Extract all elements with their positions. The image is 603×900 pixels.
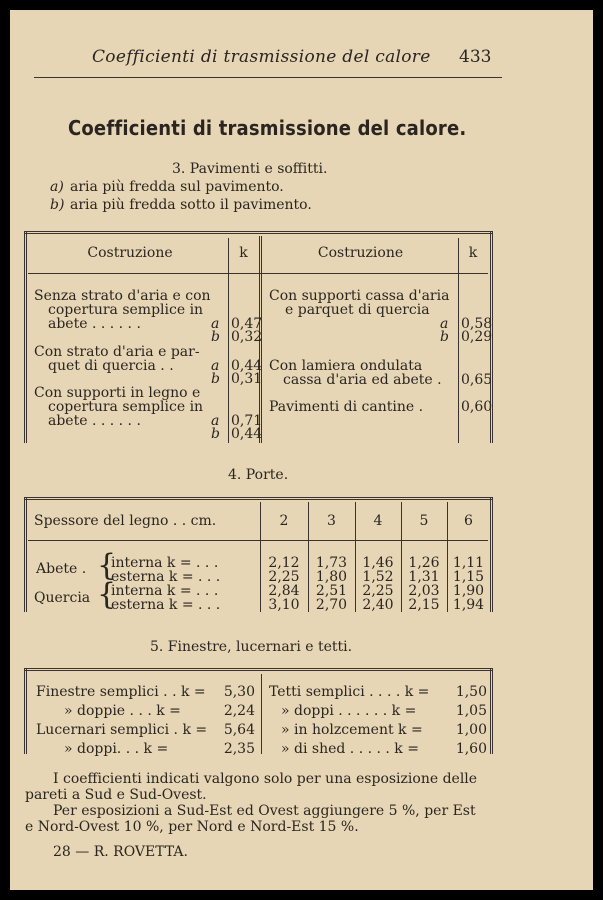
col-header-costruzione-right: Costruzione xyxy=(317,245,404,261)
floor-right-1-kb: 0,29 xyxy=(461,329,493,345)
doors-thickness-label: Spessore del legno . . cm. xyxy=(34,513,217,529)
label-b: b xyxy=(211,371,220,387)
floor-left-1-ka: 0,47 xyxy=(231,316,263,332)
sec3-note-a-letter: a) xyxy=(50,179,64,195)
floor-left-2-line1: Con strato d'aria e par- xyxy=(34,344,200,360)
door-cell: 1,90 xyxy=(452,583,485,599)
door-cell: 1,52 xyxy=(362,569,394,585)
floor-right-1-line1: Con supporti cassa d'aria xyxy=(269,288,450,304)
header-rule xyxy=(34,77,502,78)
door-row-label: interna k = . . . xyxy=(111,555,219,571)
running-title: Coefficienti di trasmissione del calore xyxy=(92,47,431,67)
sec3-note-b: aria più fredda sotto il pavimento. xyxy=(70,197,312,213)
floor-left-2-kb: 0,31 xyxy=(231,371,263,387)
window-left-label: » doppie . . . k = xyxy=(64,703,181,719)
floor-left-3-kb: 0,44 xyxy=(231,426,263,442)
floor-right-1-line2: e parquet di quercia xyxy=(285,302,430,318)
label-b: b xyxy=(211,329,220,345)
wood-abete: Abete . xyxy=(36,561,87,577)
floor-left-1-line3: abete . . . . . . xyxy=(48,316,141,332)
window-left-label: Finestre semplici . . k = xyxy=(36,684,206,700)
floor-left-3-ka: 0,71 xyxy=(231,413,263,429)
door-cell: 2,84 xyxy=(268,583,300,599)
book-page xyxy=(10,10,593,890)
window-right-value: 1,50 xyxy=(455,684,487,700)
door-cell: 2,15 xyxy=(408,597,440,613)
floor-left-2-line2: quet di quercia . . xyxy=(48,358,174,374)
door-cell: 2,70 xyxy=(315,597,348,613)
floor-right-2-line2: cassa d'aria ed abete . xyxy=(283,372,442,388)
label-b: b xyxy=(211,426,220,442)
note-paragraph-1-line2: pareti a Sud e Sud-Ovest. xyxy=(25,787,207,803)
door-cell: 2,25 xyxy=(362,583,394,599)
floor-right-1-ka: 0,58 xyxy=(461,316,493,332)
col-header-k-right: k xyxy=(468,245,478,261)
door-cell: 2,51 xyxy=(315,583,348,599)
sec4-heading: 4. Porte. xyxy=(228,467,289,483)
floor-left-3-line3: abete . . . . . . xyxy=(48,413,141,429)
brace-icon: { xyxy=(97,548,117,583)
door-cell: 1,46 xyxy=(362,555,394,571)
window-right-label: » doppi . . . . . . k = xyxy=(281,703,417,719)
floor-right-2-k: 0,65 xyxy=(461,372,493,388)
label-b: b xyxy=(440,329,449,345)
sec3-note-a: aria più fredda sul pavimento. xyxy=(70,179,284,195)
label-a: a xyxy=(440,316,449,332)
door-cell: 1,11 xyxy=(452,555,485,571)
window-left-value: 5,64 xyxy=(223,722,255,738)
door-cell: 1,73 xyxy=(315,555,348,571)
thickness-3: 3 xyxy=(327,513,336,529)
window-right-label: » di shed . . . . . k = xyxy=(281,741,419,757)
floor-left-1-line1: Senza strato d'aria e con xyxy=(34,288,211,304)
door-cell: 3,10 xyxy=(268,597,300,613)
sec3-heading: 3. Pavimenti e soffitti. xyxy=(172,161,328,177)
signature: 28 — R. ROVETTA. xyxy=(53,844,188,860)
floor-left-2-ka: 0,44 xyxy=(231,358,263,374)
thickness-6: 6 xyxy=(464,513,473,529)
window-right-label: » in holzcement k = xyxy=(281,722,423,738)
door-cell: 1,31 xyxy=(408,569,440,585)
note-paragraph-2-line2: e Nord-Ovest 10 %, per Nord e Nord-Est 15 %. xyxy=(25,819,359,835)
label-a: a xyxy=(211,316,220,332)
window-left-value: 2,24 xyxy=(223,703,255,719)
thickness-2: 2 xyxy=(279,513,289,529)
window-right-value: 1,00 xyxy=(455,722,487,738)
window-left-value: 5,30 xyxy=(223,684,255,700)
door-cell: 2,03 xyxy=(408,583,440,599)
note-paragraph-1-line1: I coefficienti indicati valgono solo per una esposizione delle xyxy=(53,771,478,787)
door-cell: 2,40 xyxy=(362,597,394,613)
col-header-k-left: k xyxy=(239,245,248,261)
page-number: 433 xyxy=(459,47,492,67)
door-cell: 2,12 xyxy=(268,555,300,571)
window-right-value: 1,60 xyxy=(455,741,487,757)
window-right-label: Tetti semplici . . . . k = xyxy=(269,684,430,700)
wood-quercia: Quercia xyxy=(34,590,91,606)
door-cell: 1,94 xyxy=(452,597,485,613)
door-cell: 2,25 xyxy=(268,569,300,585)
floor-right-2-line1: Con lamiera ondulata xyxy=(269,358,423,374)
door-cell: 1,15 xyxy=(452,569,485,585)
window-left-label: Lucernari semplici . k = xyxy=(36,722,208,738)
floor-left-1-line2: copertura semplice in xyxy=(48,302,204,318)
label-a: a xyxy=(211,358,220,374)
door-cell: 1,26 xyxy=(408,555,440,571)
brace-icon: { xyxy=(97,577,117,612)
door-row-label: esterna k = . . . xyxy=(111,597,221,613)
note-paragraph-2-line1: Per esposizioni a Sud-Est ed Ovest aggiungere 5 %, per Est xyxy=(53,803,476,819)
window-left-value: 2,35 xyxy=(223,741,255,757)
sec5-heading: 5. Finestre, lucernari e tetti. xyxy=(150,639,353,655)
floor-right-3-line1: Pavimenti di cantine . xyxy=(269,399,424,415)
window-left-label: » doppi. . . k = xyxy=(64,741,169,757)
door-row-label: interna k = . . . xyxy=(111,583,219,599)
floor-left-3-line2: copertura semplice in xyxy=(48,399,204,415)
floor-right-3-k: 0,60 xyxy=(461,399,493,415)
thickness-4: 4 xyxy=(373,513,383,529)
col-header-costruzione-left: Costruzione xyxy=(87,245,173,261)
page-title: Coefficienti di trasmissione del calore. xyxy=(68,116,467,140)
floor-left-3-line1: Con supporti in legno e xyxy=(34,385,201,401)
door-cell: 1,80 xyxy=(315,569,348,585)
window-right-value: 1,05 xyxy=(455,703,487,719)
thickness-5: 5 xyxy=(419,513,429,529)
door-row-label: esterna k = . . . xyxy=(111,569,221,585)
label-a: a xyxy=(211,413,220,429)
floor-left-1-kb: 0,32 xyxy=(231,329,263,345)
sec3-note-b-letter: b) xyxy=(50,197,65,213)
